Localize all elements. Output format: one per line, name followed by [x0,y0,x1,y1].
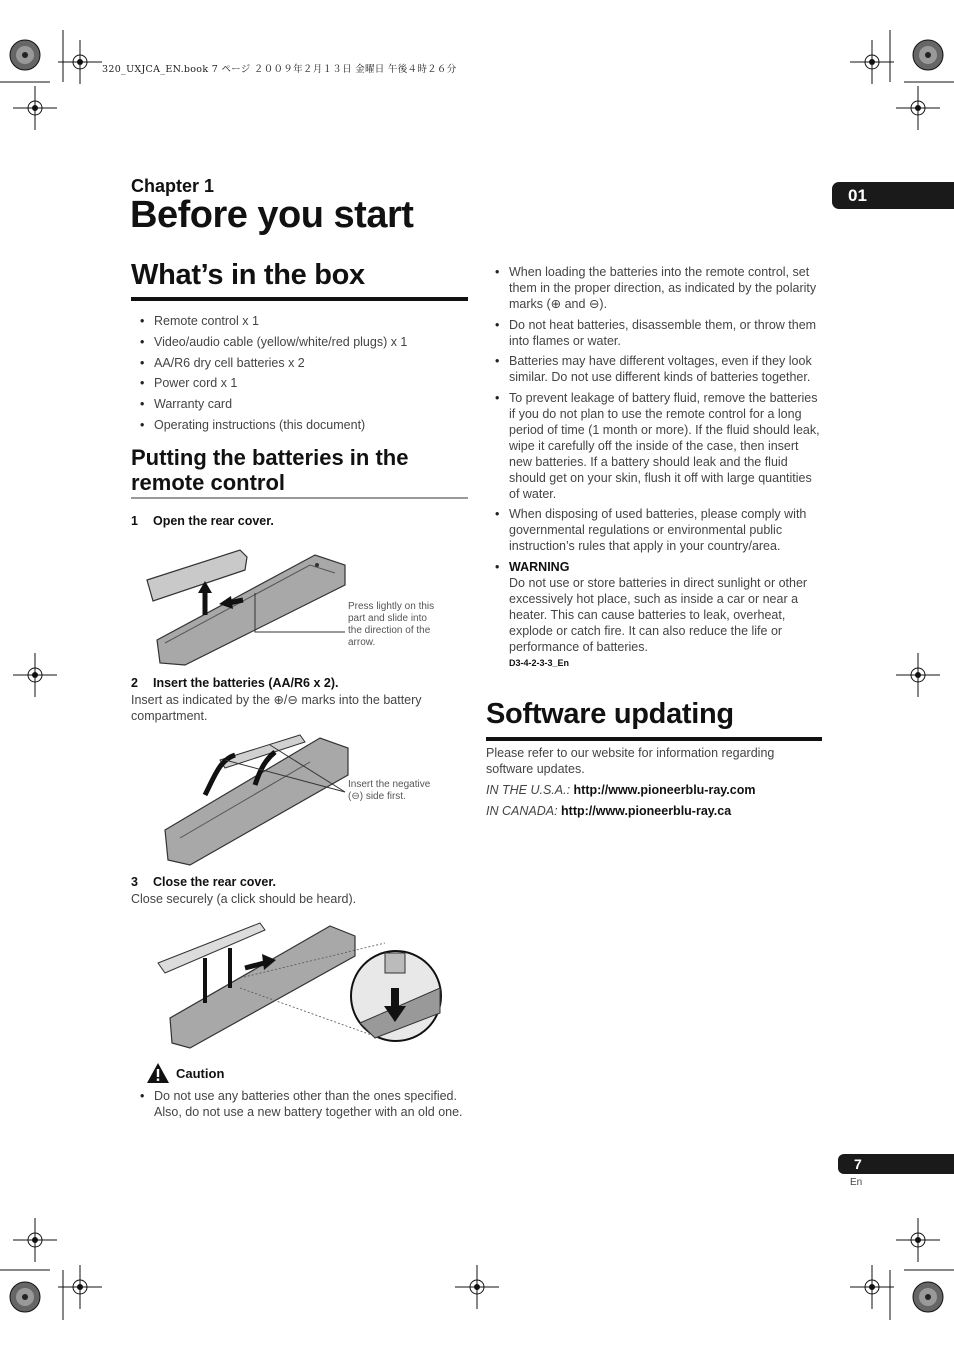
list-item: • AA/R6 dry cell batteries x 2 [131,355,468,371]
step-2-text-line1: Insert as indicated by the ⊕/⊖ marks into the battery [131,693,422,707]
batteries-heading-line1: Putting the batteries in the [131,445,409,470]
list-item: • Remote control x 1 [131,313,468,329]
remote-insert-batteries-illustration [160,730,350,870]
batteries-heading [131,445,468,495]
chapter-tab: 01 [832,182,954,209]
step-number: 2 [131,676,138,690]
canada-url-link[interactable]: http://www.pioneerblu-ray.ca [561,804,732,818]
caption-line: (⊖) side first. [348,791,406,802]
list-item: • Operating instructions (this document) [131,417,468,433]
step-label: Insert the batteries (AA/R6 x 2). [153,676,339,690]
caution-list [131,1088,471,1120]
usa-website [486,782,755,798]
list-item: • Warranty card [131,396,468,412]
box-heading: What’s in the box [131,259,365,291]
step-number: 1 [131,514,138,528]
usa-url-link[interactable]: http://www.pioneerblu-ray.com [573,783,756,797]
batteries-heading-line2: remote control [131,470,286,495]
language-code: En [850,1177,863,1188]
list-item: • Do not heat batteries, disassemble them, or throw them into flames or water. [486,317,823,349]
page-number: 7 [838,1154,954,1174]
chapter-label: Chapter 1 [131,176,215,196]
canada-label: IN CANADA: [486,804,558,818]
document-code: D3-4-2-3-3_En [509,657,570,668]
batteries-heading-rule [131,497,468,499]
usa-label: IN THE U.S.A.: [486,783,571,797]
step-label: Open the rear cover. [153,514,274,528]
step-1 [131,514,274,528]
caption-line: arrow. [348,637,376,648]
software-intro: Please refer to our website for information regarding software updates. [486,746,775,776]
caution-label: Caution [176,1066,225,1081]
list-item: • When loading the batteries into the remote control, set them in the proper direction, as indicated by the polarity marks (⊕ and ⊖). [486,264,823,312]
warning-text: Do not use or store batteries in direct sunlight or other excessively hot place, such as inside a car or near a heater. This can cause batteries to leak, overheat, explode or catch fire. It can also reduce the life or performance of batteries. [509,575,808,654]
caption-line: Press lightly on this [348,601,435,612]
box-heading-rule [131,297,468,301]
list-item: • To prevent leakage of battery fluid, remove the batteries if you do not plan to use the remote control for a long period of time (1 month or more). If the fluid should leak, wipe it carefully off the inside of the case, then insert new batteries. If a battery should leak and the fluid should get on your skin, flush it off with large quantities of water. [486,390,823,502]
caution-icon [146,1062,170,1084]
step-3-text: Close securely (a click should be heard). [131,892,357,906]
caption-line: part and slide into [348,613,427,624]
list-item: • Video/audio cable (yellow/white/red plugs) x 1 [131,334,468,350]
list-item: • When disposing of used batteries, please comply with governmental regulations or environmental public instruction’s rules that apply in your country/area. [486,506,823,554]
step-2-text-line2: compartment. [131,709,208,723]
figure-1-caption [348,601,434,649]
battery-precautions-list [486,264,823,675]
caption-line: Insert the negative [348,779,431,790]
page-title: Before you start [130,194,414,236]
print-file-header: 320_UXJCA_EN.book 7 ページ ２００９年２月１３日 金曜日 午後４時２６分 [102,64,457,75]
step-number: 3 [131,875,138,889]
step-2-text [131,692,471,724]
step-3 [131,875,276,889]
software-heading-rule [486,737,822,741]
remote-open-cover-illustration [145,535,355,670]
list-item: • Power cord x 1 [131,375,468,391]
step-2 [131,676,338,690]
remote-close-cover-illustration [150,918,450,1053]
figure-2-caption [348,779,430,803]
list-item: • Do not use any batteries other than the ones specified. Also, do not use a new battery together with an old one. [131,1088,471,1120]
box-contents-list [131,313,468,438]
canada-website [486,803,731,819]
list-item: • Batteries may have different voltages, even if they look similar. Do not use different kinds of batteries together. [486,353,823,385]
warning-item [486,559,823,671]
software-heading: Software updating [486,698,734,730]
warning-title: • WARNING [509,559,570,574]
step-label: Close the rear cover. [153,875,276,889]
caption-line: the direction of the [348,625,431,636]
